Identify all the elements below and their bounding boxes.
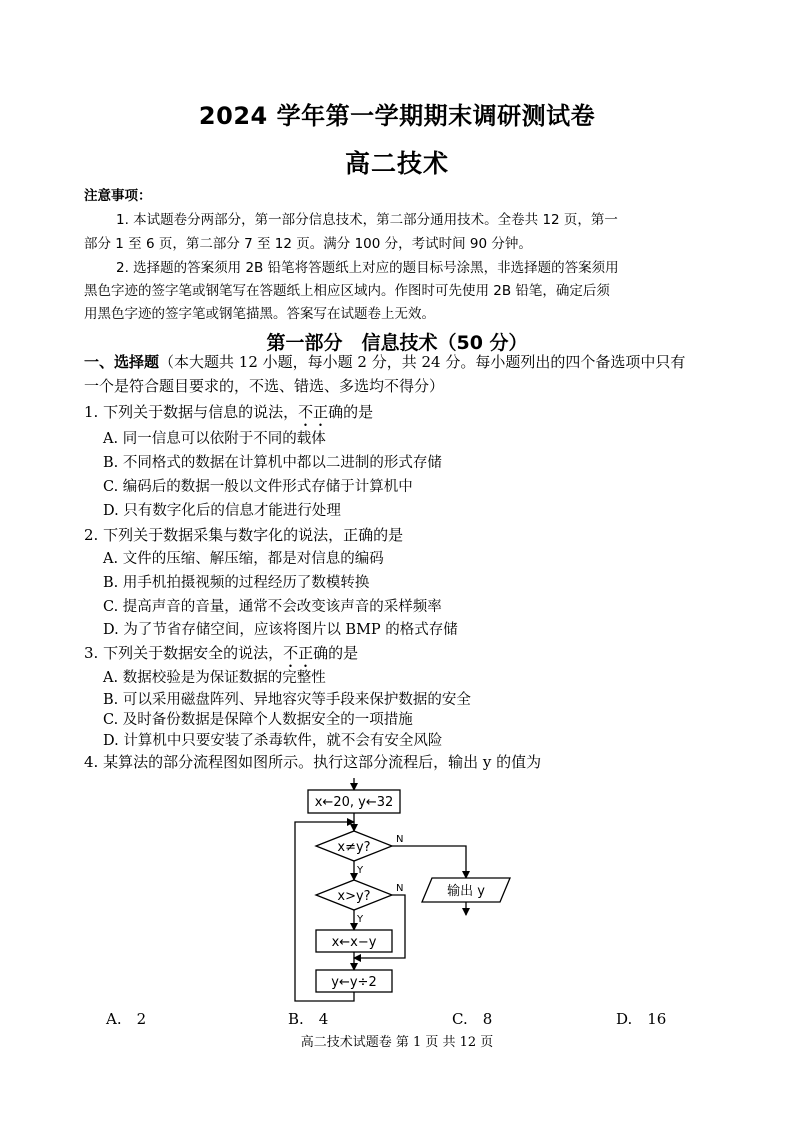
option: D. 为了节省存储空间，应该将图片以 BMP 的格式存储 [103, 622, 458, 638]
notice-line: 部分 1 至 6 页，第二部分 7 至 12 页。满分 100 分，考试时间 90 分钟。 [84, 236, 532, 252]
part-label: 一、选择题 [84, 353, 160, 371]
part-desc-2: 一个是符合题目要求的，不选、错选、多选均不得分） [84, 377, 445, 395]
page-footer: 高二技术试题卷 第 1 页 共 12 页 [300, 1035, 494, 1050]
process-1-text: x←x−y [331, 935, 377, 950]
question-stem: 4. 某算法的部分流程图如图所示。执行这部分流程后，输出 y 的值为 [84, 753, 542, 771]
notice-heading: 注意事项： [84, 188, 152, 204]
notice-line: 用黑色字迹的签字笔或钢笔描黑。答案写在试题卷上无效。 [84, 306, 435, 322]
question-stem-tail: 确的是 [313, 644, 359, 662]
question-stem-text: 3. 下列关于数据安全的说法， [84, 644, 284, 662]
option: C. 编码后的数据一般以文件形式存储于计算机中 [103, 479, 413, 495]
part-desc: （本大题共 12 小题，每小题 2 分，共 24 分。每小题列出的四个备选项中只有 [159, 353, 686, 371]
option: A. 2 [106, 1010, 147, 1028]
exam-subtitle: 高二技术 [344, 149, 449, 178]
option: B. 可以采用磁盘阵列、异地容灾等手段来保护数据的安全 [103, 692, 471, 708]
process-2-text: y←y÷2 [331, 975, 377, 990]
option: D. 16 [616, 1010, 667, 1028]
label-y: Y [357, 865, 364, 876]
option: B. 用手机拍摄视频的过程经历了数模转换 [103, 575, 370, 591]
option: C. 提高声音的音量，通常不会改变该声音的采样频率 [103, 599, 442, 615]
option: A. 文件的压缩、解压缩，都是对信息的编码 [103, 551, 384, 567]
label-n: N [396, 883, 404, 894]
exam-title: 2024 学年第一学期期末调研测试卷 [198, 102, 596, 130]
option: C. 8 [452, 1010, 493, 1028]
init-text: x←20, y←32 [314, 795, 394, 810]
condition-2-text: x>y? [337, 889, 371, 904]
option: A. 数据校验是为保证数据的完整性 [103, 670, 326, 686]
option: D. 计算机中只要安装了杀毒软件，就不会有安全风险 [103, 733, 443, 749]
option: C. 及时备份数据是保障个人数据安全的一项措施 [103, 712, 413, 728]
question-stem: 2. 下列关于数据采集与数字化的说法，正确的是 [84, 526, 404, 544]
flow-arrow [392, 846, 466, 878]
option: B. 4 [288, 1010, 329, 1028]
question-stem-tail: 确的是 [328, 403, 374, 421]
condition-1-text: x≠y? [337, 840, 371, 855]
label-n: N [396, 834, 404, 845]
section-title: 第一部分 信息技术（50 分） [266, 332, 528, 354]
question-stem-text: 1. 下列关于数据与信息的说法， [84, 403, 299, 421]
notice-line: 2. 选择题的答案须用 2B 铅笔将答题纸上对应的题目标号涂黑，非选择题的答案须用 [116, 260, 619, 276]
notice-line: 1. 本试题卷分两部分，第一部分信息技术，第二部分通用技术。全卷共 12 页，第一 [116, 212, 618, 228]
emphasis-text: 不正 [283, 644, 314, 662]
option: B. 不同格式的数据在计算机中都以二进制的形式存储 [103, 455, 442, 471]
option: D. 只有数字化后的信息才能进行处理 [103, 503, 341, 519]
output-text: 输出 y [447, 884, 485, 899]
notice-line: 黑色字迹的签字笔或钢笔写在答题纸上相应区域内。作图时可先使用 2B 铅笔，确定后须 [84, 283, 610, 299]
label-y: Y [357, 914, 364, 925]
emphasis-text: 不正 [298, 403, 329, 421]
option: A. 同一信息可以依附于不同的载体 [103, 431, 326, 447]
